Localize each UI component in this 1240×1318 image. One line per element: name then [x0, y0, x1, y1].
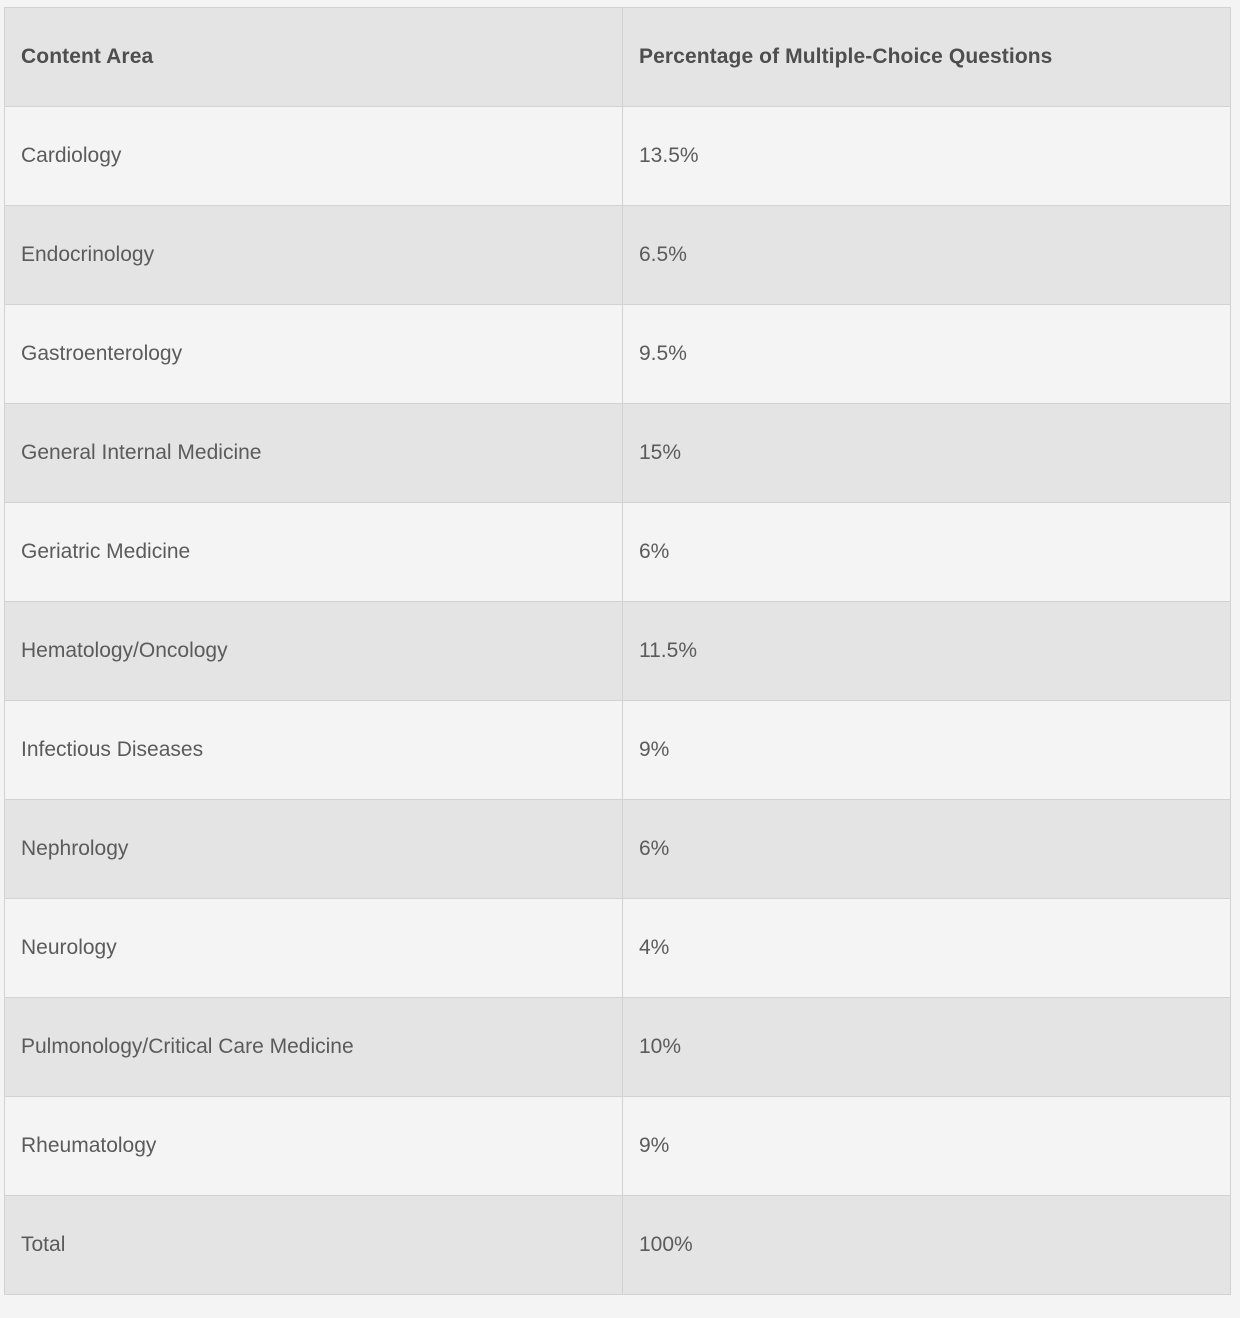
cell-content-area: Gastroenterology	[5, 305, 623, 404]
cell-percentage: 9%	[623, 701, 1231, 800]
table-row	[5, 800, 1231, 899]
column-header-percentage: Percentage of Multiple-Choice Questions	[623, 8, 1231, 107]
table-row	[5, 899, 1231, 998]
cell-content-area: Infectious Diseases	[5, 701, 623, 800]
column-header-content-area: Content Area	[5, 8, 623, 107]
table-row	[5, 305, 1231, 404]
table-header	[5, 8, 1231, 107]
cell-percentage: 6.5%	[623, 206, 1231, 305]
cell-percentage: 10%	[623, 998, 1231, 1097]
cell-content-area: General Internal Medicine	[5, 404, 623, 503]
cell-percentage: 4%	[623, 899, 1231, 998]
cell-percentage: 6%	[623, 800, 1231, 899]
cell-percentage: 15%	[623, 404, 1231, 503]
cell-content-area: Cardiology	[5, 107, 623, 206]
cell-content-area: Neurology	[5, 899, 623, 998]
cell-content-area: Nephrology	[5, 800, 623, 899]
table-row	[5, 206, 1231, 305]
table-row	[5, 1097, 1231, 1196]
cell-content-area: Endocrinology	[5, 206, 623, 305]
cell-content-area: Geriatric Medicine	[5, 503, 623, 602]
table-row	[5, 404, 1231, 503]
table-row	[5, 602, 1231, 701]
table-header-row	[5, 8, 1231, 107]
cell-percentage: 9%	[623, 1097, 1231, 1196]
table-row	[5, 998, 1231, 1097]
cell-percentage: 9.5%	[623, 305, 1231, 404]
table-body	[5, 107, 1231, 1295]
cell-percentage: 6%	[623, 503, 1231, 602]
cell-content-area: Pulmonology/Critical Care Medicine	[5, 998, 623, 1097]
table-row	[5, 503, 1231, 602]
cell-percentage: 11.5%	[623, 602, 1231, 701]
table-row	[5, 701, 1231, 800]
cell-percentage: 100%	[623, 1196, 1231, 1295]
content-area-table	[4, 7, 1231, 1295]
cell-percentage: 13.5%	[623, 107, 1231, 206]
cell-content-area: Hematology/Oncology	[5, 602, 623, 701]
table-row	[5, 107, 1231, 206]
table-row	[5, 1196, 1231, 1295]
cell-content-area: Total	[5, 1196, 623, 1295]
cell-content-area: Rheumatology	[5, 1097, 623, 1196]
